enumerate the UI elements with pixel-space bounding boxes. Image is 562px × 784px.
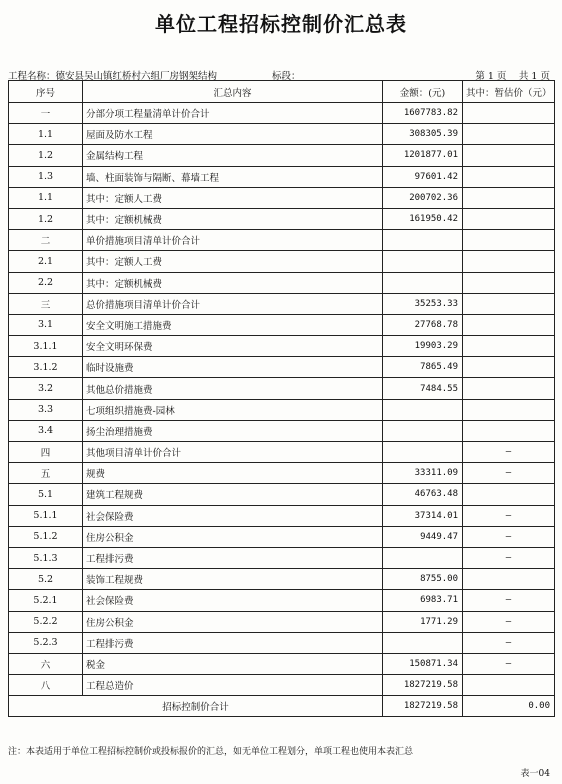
row-content: 税金 xyxy=(83,653,383,674)
footnote: 注：本表适用于单位工程招标控制价或投标报价的汇总，如无单位工程划分，单项工程也使用本表汇总 xyxy=(8,747,414,757)
table-row xyxy=(9,632,555,653)
row-amount xyxy=(383,230,463,251)
table-row xyxy=(9,484,555,505)
row-seq: 2.1 xyxy=(9,251,83,272)
row-amount: 97601.42 xyxy=(383,166,463,187)
row-estimate xyxy=(463,293,555,314)
table-row xyxy=(9,590,555,611)
row-amount: 308305.39 xyxy=(383,124,463,145)
table-row xyxy=(9,187,555,208)
row-seq: 二 xyxy=(9,230,83,251)
row-seq: 1.2 xyxy=(9,145,83,166)
row-seq: 四 xyxy=(9,442,83,463)
row-amount xyxy=(383,272,463,293)
row-content: 总价措施项目清单计价合计 xyxy=(83,293,383,314)
row-amount: 7484.55 xyxy=(383,378,463,399)
total-amount: 1827219.58 xyxy=(383,696,463,717)
row-amount: 161950.42 xyxy=(383,208,463,229)
row-amount: 6983.71 xyxy=(383,590,463,611)
table-row xyxy=(9,526,555,547)
table-row xyxy=(9,166,555,187)
row-content: 住房公积金 xyxy=(83,526,383,547)
section-label: 标段： xyxy=(272,71,301,82)
page-indicator: 第 1 页 共 1 页 xyxy=(475,71,550,82)
row-amount: 33311.09 xyxy=(383,463,463,484)
row-estimate xyxy=(463,675,555,696)
row-content: 建筑工程规费 xyxy=(83,484,383,505)
table-row xyxy=(9,505,555,526)
page-title: 单位工程招标控制价汇总表 xyxy=(155,12,407,36)
row-estimate xyxy=(463,378,555,399)
table-row xyxy=(9,611,555,632)
row-seq: 三 xyxy=(9,293,83,314)
row-amount: 19903.29 xyxy=(383,336,463,357)
row-estimate xyxy=(463,314,555,335)
table-header-row xyxy=(9,81,555,103)
row-estimate: — xyxy=(463,547,555,568)
row-amount: 8755.00 xyxy=(383,569,463,590)
row-estimate xyxy=(463,399,555,420)
row-content: 单价措施项目清单计价合计 xyxy=(83,230,383,251)
row-estimate xyxy=(463,103,555,124)
table-row xyxy=(9,675,555,696)
row-content: 安全文明环保费 xyxy=(83,336,383,357)
row-content: 其中：定额人工费 xyxy=(83,187,383,208)
row-seq: 1.1 xyxy=(9,124,83,145)
table-row xyxy=(9,272,555,293)
row-estimate xyxy=(463,569,555,590)
row-seq: 六 xyxy=(9,653,83,674)
table-row xyxy=(9,653,555,674)
row-content: 社会保险费 xyxy=(83,590,383,611)
row-content: 扬尘治理措施费 xyxy=(83,420,383,441)
table-row xyxy=(9,420,555,441)
table-body xyxy=(9,103,555,696)
table-row xyxy=(9,251,555,272)
total-row xyxy=(9,696,555,717)
row-estimate xyxy=(463,124,555,145)
form-number: 表一04 xyxy=(520,769,550,779)
table-row xyxy=(9,357,555,378)
row-estimate xyxy=(463,420,555,441)
summary-table xyxy=(8,80,555,717)
table-row xyxy=(9,463,555,484)
row-content: 墙、柱面装饰与隔断、幕墙工程 xyxy=(83,166,383,187)
row-estimate xyxy=(463,187,555,208)
row-seq: 八 xyxy=(9,675,83,696)
header-amount: 金额：(元) xyxy=(383,81,463,103)
row-seq: 5.2.1 xyxy=(9,590,83,611)
row-estimate: — xyxy=(463,442,555,463)
row-amount: 150871.34 xyxy=(383,653,463,674)
row-content: 安全文明施工措施费 xyxy=(83,314,383,335)
table-row xyxy=(9,230,555,251)
row-amount: 27768.78 xyxy=(383,314,463,335)
row-content: 其他总价措施费 xyxy=(83,378,383,399)
table-row xyxy=(9,378,555,399)
project-name: 工程名称：德安县吴山镇红桥村六组厂房钢架结构 xyxy=(8,71,218,82)
row-content: 其中：定额机械费 xyxy=(83,272,383,293)
row-estimate xyxy=(463,251,555,272)
header-seq: 序号 xyxy=(9,81,83,103)
row-estimate: — xyxy=(463,505,555,526)
row-content: 其中：定额机械费 xyxy=(83,208,383,229)
row-seq: 5.1.2 xyxy=(9,526,83,547)
row-content: 装饰工程规费 xyxy=(83,569,383,590)
row-content: 工程排污费 xyxy=(83,547,383,568)
row-amount: 37314.01 xyxy=(383,505,463,526)
row-amount xyxy=(383,420,463,441)
table-row xyxy=(9,314,555,335)
row-amount xyxy=(383,399,463,420)
row-content: 其中：定额人工费 xyxy=(83,251,383,272)
row-seq: 1.1 xyxy=(9,187,83,208)
row-content: 工程总造价 xyxy=(83,675,383,696)
row-content: 住房公积金 xyxy=(83,611,383,632)
row-seq: 2.2 xyxy=(9,272,83,293)
table-row xyxy=(9,293,555,314)
header-content: 汇总内容 xyxy=(83,81,383,103)
row-amount: 35253.33 xyxy=(383,293,463,314)
row-amount: 9449.47 xyxy=(383,526,463,547)
table-row xyxy=(9,103,555,124)
row-seq: 3.1.2 xyxy=(9,357,83,378)
table-row xyxy=(9,569,555,590)
row-seq: 5.1.1 xyxy=(9,505,83,526)
table-row xyxy=(9,145,555,166)
row-seq: 3.1.1 xyxy=(9,336,83,357)
row-content: 金属结构工程 xyxy=(83,145,383,166)
row-seq: 1.2 xyxy=(9,208,83,229)
row-content: 规费 xyxy=(83,463,383,484)
row-seq: 5.2.2 xyxy=(9,611,83,632)
row-seq: 5.2 xyxy=(9,569,83,590)
row-estimate: — xyxy=(463,590,555,611)
row-estimate xyxy=(463,230,555,251)
row-estimate xyxy=(463,208,555,229)
total-estimate: 0.00 xyxy=(463,696,555,717)
table-row xyxy=(9,442,555,463)
row-amount: 200702.36 xyxy=(383,187,463,208)
row-amount: 1827219.58 xyxy=(383,675,463,696)
total-label: 招标控制价合计 xyxy=(9,696,383,717)
row-amount xyxy=(383,547,463,568)
row-estimate: — xyxy=(463,526,555,547)
row-amount xyxy=(383,632,463,653)
row-seq: 3.3 xyxy=(9,399,83,420)
table-row xyxy=(9,336,555,357)
row-seq: 五 xyxy=(9,463,83,484)
row-seq: 5.1 xyxy=(9,484,83,505)
row-amount: 7865.49 xyxy=(383,357,463,378)
row-estimate xyxy=(463,336,555,357)
row-content: 七项组织措施费-园林 xyxy=(83,399,383,420)
row-content: 屋面及防水工程 xyxy=(83,124,383,145)
row-estimate xyxy=(463,484,555,505)
row-content: 临时设施费 xyxy=(83,357,383,378)
row-estimate: — xyxy=(463,653,555,674)
row-estimate: — xyxy=(463,632,555,653)
row-amount: 1607783.82 xyxy=(383,103,463,124)
row-estimate: — xyxy=(463,463,555,484)
row-seq: 5.2.3 xyxy=(9,632,83,653)
row-seq: 1.3 xyxy=(9,166,83,187)
table-row xyxy=(9,547,555,568)
row-amount: 1771.29 xyxy=(383,611,463,632)
table-row xyxy=(9,208,555,229)
table-row xyxy=(9,399,555,420)
row-estimate xyxy=(463,166,555,187)
row-estimate: — xyxy=(463,611,555,632)
row-seq: 一 xyxy=(9,103,83,124)
row-amount: 1201877.01 xyxy=(383,145,463,166)
table-row xyxy=(9,124,555,145)
row-amount: 46763.48 xyxy=(383,484,463,505)
row-seq: 5.1.3 xyxy=(9,547,83,568)
header-estimate: 其中：暂估价（元） xyxy=(463,81,555,103)
row-content: 社会保险费 xyxy=(83,505,383,526)
row-estimate xyxy=(463,145,555,166)
row-seq: 3.4 xyxy=(9,420,83,441)
row-content: 其他项目清单计价合计 xyxy=(83,442,383,463)
row-amount xyxy=(383,442,463,463)
row-seq: 3.1 xyxy=(9,314,83,335)
row-amount xyxy=(383,251,463,272)
row-seq: 3.2 xyxy=(9,378,83,399)
row-estimate xyxy=(463,272,555,293)
row-content: 分部分项工程量清单计价合计 xyxy=(83,103,383,124)
row-estimate xyxy=(463,357,555,378)
row-content: 工程排污费 xyxy=(83,632,383,653)
